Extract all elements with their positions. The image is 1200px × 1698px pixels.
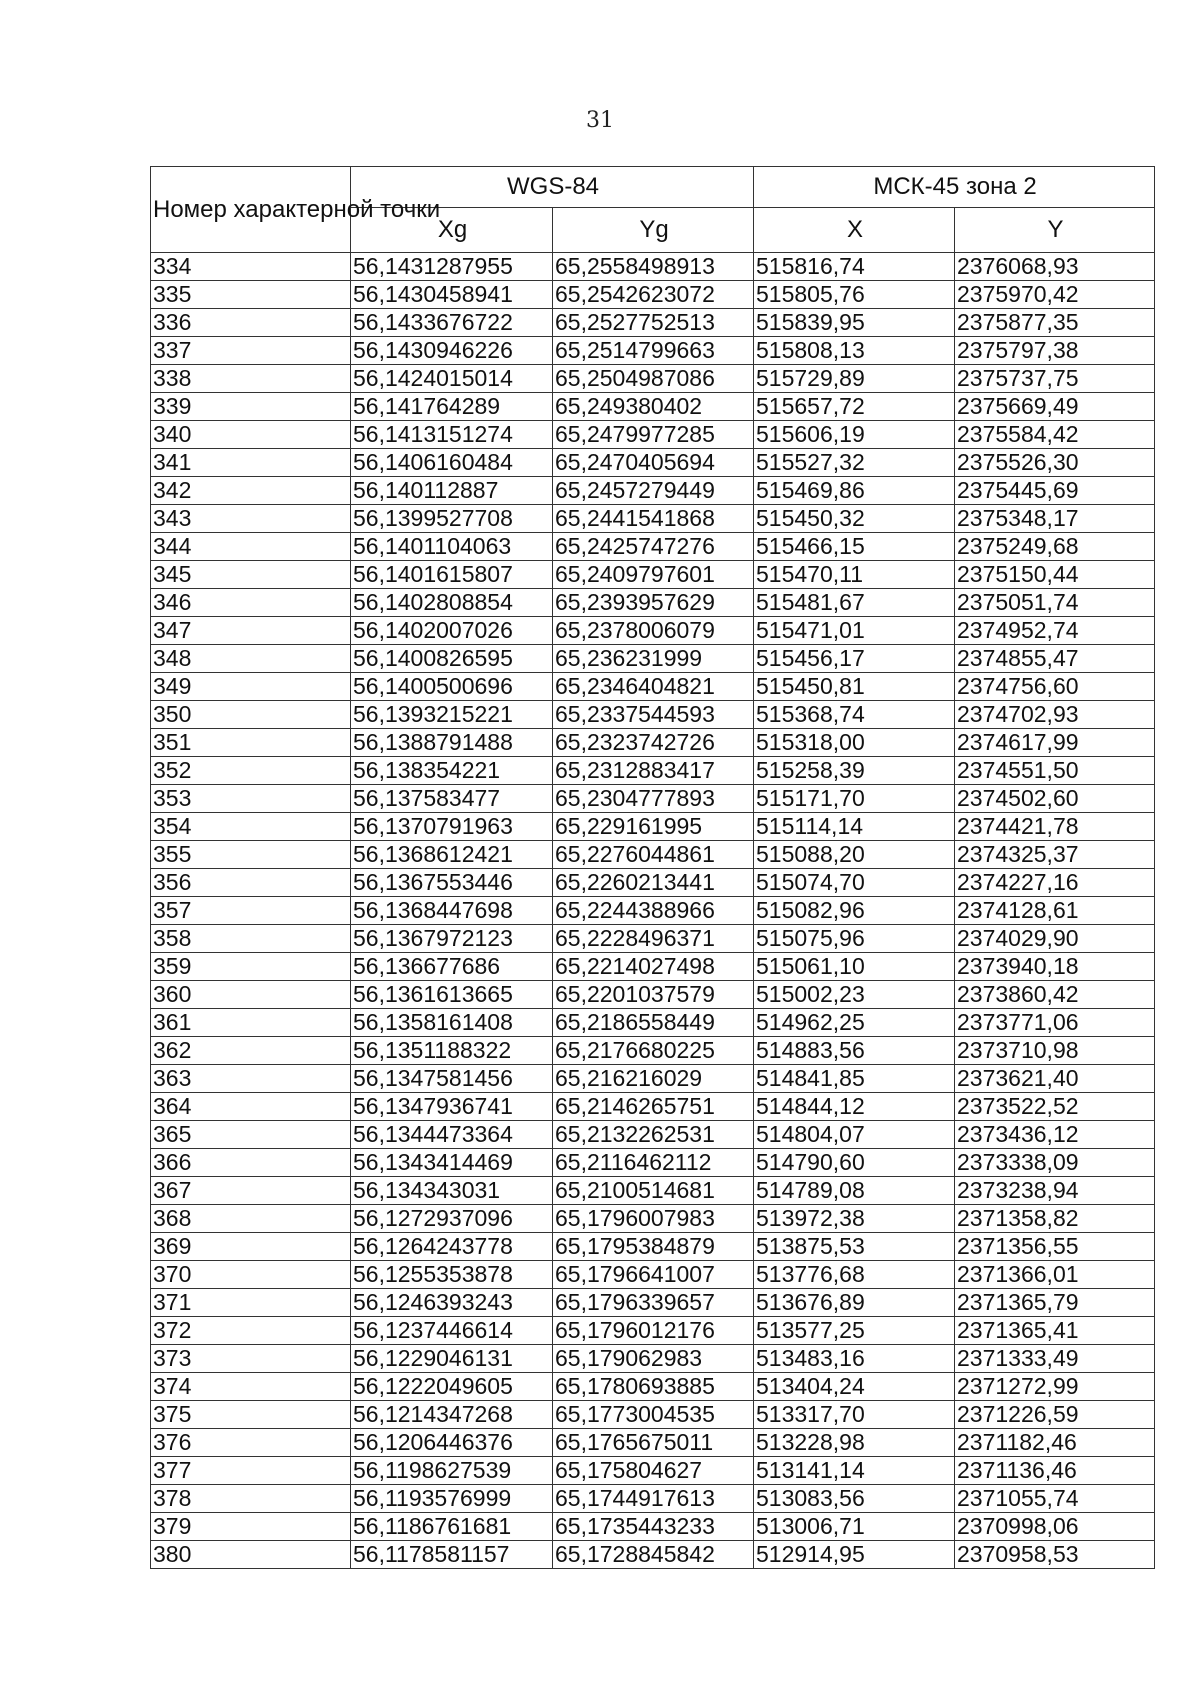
cell-xg: 56,1347936741 (351, 1093, 553, 1121)
cell-y: 2375970,42 (955, 281, 1155, 309)
table-row (151, 393, 1155, 421)
table-row (151, 981, 1155, 1009)
cell-y: 2375348,17 (955, 505, 1155, 533)
table-row (151, 505, 1155, 533)
cell-xg: 56,1246393243 (351, 1289, 553, 1317)
cell-x: 514804,07 (754, 1121, 955, 1149)
cell-x: 515471,01 (754, 617, 955, 645)
cell-point-number: 375 (151, 1401, 351, 1429)
cell-point-number: 347 (151, 617, 351, 645)
cell-xg: 56,1198627539 (351, 1457, 553, 1485)
cell-y: 2371365,41 (955, 1317, 1155, 1345)
cell-x: 515088,20 (754, 841, 955, 869)
cell-xg: 56,1237446614 (351, 1317, 553, 1345)
cell-y: 2371136,46 (955, 1457, 1155, 1485)
cell-y: 2371333,49 (955, 1345, 1155, 1373)
cell-point-number: 344 (151, 533, 351, 561)
table-row (151, 869, 1155, 897)
table-row (151, 1317, 1155, 1345)
cell-yg: 65,2527752513 (553, 309, 754, 337)
cell-point-number: 352 (151, 757, 351, 785)
cell-point-number: 357 (151, 897, 351, 925)
cell-point-number: 368 (151, 1205, 351, 1233)
cell-yg: 65,2425747276 (553, 533, 754, 561)
cell-xg: 56,1400826595 (351, 645, 553, 673)
cell-point-number: 349 (151, 673, 351, 701)
cell-yg: 65,175804627 (553, 1457, 754, 1485)
cell-y: 2374421,78 (955, 813, 1155, 841)
cell-xg: 56,1406160484 (351, 449, 553, 477)
cell-x: 515466,15 (754, 533, 955, 561)
cell-xg: 56,1206446376 (351, 1429, 553, 1457)
table-row (151, 1093, 1155, 1121)
cell-xg: 56,1347581456 (351, 1065, 553, 1093)
cell-yg: 65,2132262531 (553, 1121, 754, 1149)
cell-x: 514962,25 (754, 1009, 955, 1037)
cell-yg: 65,2100514681 (553, 1177, 754, 1205)
cell-x: 515258,39 (754, 757, 955, 785)
cell-x: 513875,53 (754, 1233, 955, 1261)
cell-x: 515481,67 (754, 589, 955, 617)
cell-yg: 65,2337544593 (553, 701, 754, 729)
cell-yg: 65,2393957629 (553, 589, 754, 617)
cell-y: 2375584,42 (955, 421, 1155, 449)
header-y: Y (955, 208, 1155, 253)
cell-point-number: 354 (151, 813, 351, 841)
cell-point-number: 335 (151, 281, 351, 309)
cell-point-number: 341 (151, 449, 351, 477)
cell-y: 2376068,93 (955, 253, 1155, 281)
cell-yg: 65,1796339657 (553, 1289, 754, 1317)
cell-yg: 65,1728845842 (553, 1541, 754, 1569)
cell-x: 514789,08 (754, 1177, 955, 1205)
cell-yg: 65,1796012176 (553, 1317, 754, 1345)
cell-x: 515456,17 (754, 645, 955, 673)
cell-yg: 65,2378006079 (553, 617, 754, 645)
cell-x: 513228,98 (754, 1429, 955, 1457)
cell-x: 513577,25 (754, 1317, 955, 1345)
cell-xg: 56,140112887 (351, 477, 553, 505)
cell-xg: 56,1361613665 (351, 981, 553, 1009)
cell-yg: 65,2514799663 (553, 337, 754, 365)
cell-yg: 65,1765675011 (553, 1429, 754, 1457)
cell-point-number: 372 (151, 1317, 351, 1345)
cell-xg: 56,1272937096 (351, 1205, 553, 1233)
cell-xg: 56,1351188322 (351, 1037, 553, 1065)
cell-x: 513483,16 (754, 1345, 955, 1373)
cell-y: 2371356,55 (955, 1233, 1155, 1261)
table-row (151, 253, 1155, 281)
cell-y: 2370958,53 (955, 1541, 1155, 1569)
table-row (151, 1401, 1155, 1429)
cell-point-number: 378 (151, 1485, 351, 1513)
cell-x: 515061,10 (754, 953, 955, 981)
cell-point-number: 355 (151, 841, 351, 869)
table-header (151, 167, 1155, 253)
cell-yg: 65,2228496371 (553, 925, 754, 953)
table-row (151, 1345, 1155, 1373)
table-row (151, 589, 1155, 617)
table-row (151, 561, 1155, 589)
cell-y: 2373338,09 (955, 1149, 1155, 1177)
cell-x: 515527,32 (754, 449, 955, 477)
cell-xg: 56,1367972123 (351, 925, 553, 953)
cell-xg: 56,1186761681 (351, 1513, 553, 1541)
cell-point-number: 366 (151, 1149, 351, 1177)
cell-xg: 56,1431287955 (351, 253, 553, 281)
cell-xg: 56,1402808854 (351, 589, 553, 617)
cell-yg: 65,2441541868 (553, 505, 754, 533)
cell-yg: 65,2479977285 (553, 421, 754, 449)
table-row (151, 1485, 1155, 1513)
cell-x: 513404,24 (754, 1373, 955, 1401)
table-row (151, 421, 1155, 449)
cell-yg: 65,1780693885 (553, 1373, 754, 1401)
table-row (151, 953, 1155, 981)
cell-point-number: 371 (151, 1289, 351, 1317)
cell-y: 2374756,60 (955, 673, 1155, 701)
cell-yg: 65,2470405694 (553, 449, 754, 477)
cell-point-number: 361 (151, 1009, 351, 1037)
cell-point-number: 343 (151, 505, 351, 533)
cell-x: 515469,86 (754, 477, 955, 505)
table-row (151, 1289, 1155, 1317)
cell-xg: 56,1344473364 (351, 1121, 553, 1149)
cell-yg: 65,2201037579 (553, 981, 754, 1009)
cell-y: 2373238,94 (955, 1177, 1155, 1205)
cell-yg: 65,2176680225 (553, 1037, 754, 1065)
cell-y: 2373771,06 (955, 1009, 1155, 1037)
table-row (151, 897, 1155, 925)
cell-yg: 65,2312883417 (553, 757, 754, 785)
cell-xg: 56,1193576999 (351, 1485, 553, 1513)
cell-y: 2371358,82 (955, 1205, 1155, 1233)
cell-point-number: 364 (151, 1093, 351, 1121)
cell-point-number: 359 (151, 953, 351, 981)
table-row (151, 617, 1155, 645)
table-row (151, 841, 1155, 869)
cell-xg: 56,1368447698 (351, 897, 553, 925)
cell-xg: 56,1222049605 (351, 1373, 553, 1401)
cell-xg: 56,1368612421 (351, 841, 553, 869)
cell-xg: 56,1214347268 (351, 1401, 553, 1429)
cell-xg: 56,1367553446 (351, 869, 553, 897)
table-row (151, 925, 1155, 953)
header-point-number: Номер характерной точки (151, 167, 351, 253)
header-yg: Yg (553, 208, 754, 253)
table-row (151, 757, 1155, 785)
cell-xg: 56,1178581157 (351, 1541, 553, 1569)
cell-y: 2371365,79 (955, 1289, 1155, 1317)
cell-y: 2373940,18 (955, 953, 1155, 981)
table-row (151, 365, 1155, 393)
cell-point-number: 370 (151, 1261, 351, 1289)
cell-y: 2373621,40 (955, 1065, 1155, 1093)
table-row (151, 1541, 1155, 1569)
cell-x: 515606,19 (754, 421, 955, 449)
cell-x: 513141,14 (754, 1457, 955, 1485)
cell-yg: 65,1735443233 (553, 1513, 754, 1541)
cell-point-number: 351 (151, 729, 351, 757)
cell-xg: 56,1399527708 (351, 505, 553, 533)
cell-y: 2374325,37 (955, 841, 1155, 869)
cell-y: 2375737,75 (955, 365, 1155, 393)
cell-x: 515114,14 (754, 813, 955, 841)
cell-yg: 65,2214027498 (553, 953, 754, 981)
table-row (151, 701, 1155, 729)
cell-x: 513972,38 (754, 1205, 955, 1233)
cell-yg: 65,236231999 (553, 645, 754, 673)
cell-y: 2375877,35 (955, 309, 1155, 337)
table-row (151, 1457, 1155, 1485)
table-row (151, 1205, 1155, 1233)
cell-point-number: 374 (151, 1373, 351, 1401)
table-row (151, 1429, 1155, 1457)
cell-yg: 65,1795384879 (553, 1233, 754, 1261)
cell-xg: 56,136677686 (351, 953, 553, 981)
cell-point-number: 342 (151, 477, 351, 505)
cell-x: 515171,70 (754, 785, 955, 813)
table-row (151, 1261, 1155, 1289)
cell-point-number: 365 (151, 1121, 351, 1149)
cell-point-number: 340 (151, 421, 351, 449)
table-row (151, 1037, 1155, 1065)
table-row (151, 1121, 1155, 1149)
cell-y: 2374029,90 (955, 925, 1155, 953)
cell-yg: 65,2457279449 (553, 477, 754, 505)
table-row (151, 1149, 1155, 1177)
cell-y: 2375669,49 (955, 393, 1155, 421)
coordinates-table (150, 166, 1155, 1569)
cell-y: 2371272,99 (955, 1373, 1155, 1401)
cell-x: 515839,95 (754, 309, 955, 337)
cell-xg: 56,1401615807 (351, 561, 553, 589)
cell-point-number: 346 (151, 589, 351, 617)
cell-yg: 65,216216029 (553, 1065, 754, 1093)
table-row (151, 729, 1155, 757)
cell-yg: 65,229161995 (553, 813, 754, 841)
cell-xg: 56,1430946226 (351, 337, 553, 365)
cell-point-number: 358 (151, 925, 351, 953)
table-row (151, 1373, 1155, 1401)
table-body (151, 253, 1155, 1569)
cell-x: 514844,12 (754, 1093, 955, 1121)
cell-yg: 65,2346404821 (553, 673, 754, 701)
cell-x: 515002,23 (754, 981, 955, 1009)
cell-point-number: 345 (151, 561, 351, 589)
table-row (151, 281, 1155, 309)
cell-xg: 56,134343031 (351, 1177, 553, 1205)
header-group-wgs84: WGS-84 (351, 167, 754, 208)
table-row (151, 533, 1155, 561)
cell-point-number: 369 (151, 1233, 351, 1261)
cell-point-number: 377 (151, 1457, 351, 1485)
cell-point-number: 336 (151, 309, 351, 337)
cell-x: 515729,89 (754, 365, 955, 393)
cell-xg: 56,1430458941 (351, 281, 553, 309)
table-row (151, 1065, 1155, 1093)
cell-point-number: 339 (151, 393, 351, 421)
cell-point-number: 376 (151, 1429, 351, 1457)
cell-xg: 56,1370791963 (351, 813, 553, 841)
cell-x: 515368,74 (754, 701, 955, 729)
cell-point-number: 337 (151, 337, 351, 365)
cell-yg: 65,2504987086 (553, 365, 754, 393)
cell-point-number: 353 (151, 785, 351, 813)
table-row (151, 309, 1155, 337)
cell-y: 2374502,60 (955, 785, 1155, 813)
cell-yg: 65,2244388966 (553, 897, 754, 925)
table-row (151, 449, 1155, 477)
cell-xg: 56,1358161408 (351, 1009, 553, 1037)
cell-x: 515808,13 (754, 337, 955, 365)
cell-yg: 65,2186558449 (553, 1009, 754, 1037)
cell-y: 2375051,74 (955, 589, 1155, 617)
cell-yg: 65,2116462112 (553, 1149, 754, 1177)
cell-xg: 56,1402007026 (351, 617, 553, 645)
cell-y: 2374617,99 (955, 729, 1155, 757)
cell-x: 515657,72 (754, 393, 955, 421)
cell-x: 515805,76 (754, 281, 955, 309)
cell-point-number: 334 (151, 253, 351, 281)
cell-x: 515816,74 (754, 253, 955, 281)
cell-y: 2375797,38 (955, 337, 1155, 365)
cell-point-number: 360 (151, 981, 351, 1009)
cell-x: 513006,71 (754, 1513, 955, 1541)
cell-y: 2371055,74 (955, 1485, 1155, 1513)
header-xg: Xg (351, 208, 553, 253)
cell-point-number: 348 (151, 645, 351, 673)
cell-y: 2370998,06 (955, 1513, 1155, 1541)
table-row (151, 477, 1155, 505)
cell-point-number: 373 (151, 1345, 351, 1373)
table-row (151, 1513, 1155, 1541)
cell-x: 512914,95 (754, 1541, 955, 1569)
header-x: X (754, 208, 955, 253)
cell-point-number: 338 (151, 365, 351, 393)
cell-xg: 56,1229046131 (351, 1345, 553, 1373)
cell-xg: 56,141764289 (351, 393, 553, 421)
cell-xg: 56,1255353878 (351, 1261, 553, 1289)
cell-x: 515074,70 (754, 869, 955, 897)
cell-xg: 56,1433676722 (351, 309, 553, 337)
cell-y: 2375150,44 (955, 561, 1155, 589)
table-row (151, 1009, 1155, 1037)
cell-x: 515075,96 (754, 925, 955, 953)
cell-yg: 65,249380402 (553, 393, 754, 421)
cell-x: 513676,89 (754, 1289, 955, 1317)
cell-x: 515318,00 (754, 729, 955, 757)
cell-y: 2373710,98 (955, 1037, 1155, 1065)
cell-y: 2374702,93 (955, 701, 1155, 729)
cell-y: 2375526,30 (955, 449, 1155, 477)
cell-x: 515450,32 (754, 505, 955, 533)
cell-yg: 65,2276044861 (553, 841, 754, 869)
cell-point-number: 363 (151, 1065, 351, 1093)
table-row (151, 337, 1155, 365)
cell-xg: 56,1401104063 (351, 533, 553, 561)
cell-point-number: 350 (151, 701, 351, 729)
cell-xg: 56,137583477 (351, 785, 553, 813)
cell-point-number: 362 (151, 1037, 351, 1065)
cell-x: 515082,96 (754, 897, 955, 925)
cell-yg: 65,2409797601 (553, 561, 754, 589)
cell-yg: 65,1773004535 (553, 1401, 754, 1429)
table-row (151, 645, 1155, 673)
page-number: 31 (586, 108, 614, 133)
cell-xg: 56,1264243778 (351, 1233, 553, 1261)
cell-xg: 56,1388791488 (351, 729, 553, 757)
cell-y: 2373522,52 (955, 1093, 1155, 1121)
cell-xg: 56,1413151274 (351, 421, 553, 449)
cell-xg: 56,1400500696 (351, 673, 553, 701)
cell-y: 2371366,01 (955, 1261, 1155, 1289)
table-row (151, 673, 1155, 701)
table-row (151, 1233, 1155, 1261)
cell-y: 2374227,16 (955, 869, 1155, 897)
table-row (151, 785, 1155, 813)
cell-x: 514790,60 (754, 1149, 955, 1177)
cell-point-number: 380 (151, 1541, 351, 1569)
cell-point-number: 379 (151, 1513, 351, 1541)
cell-point-number: 367 (151, 1177, 351, 1205)
cell-y: 2373860,42 (955, 981, 1155, 1009)
cell-y: 2373436,12 (955, 1121, 1155, 1149)
cell-point-number: 356 (151, 869, 351, 897)
cell-xg: 56,1424015014 (351, 365, 553, 393)
cell-xg: 56,1343414469 (351, 1149, 553, 1177)
cell-yg: 65,2323742726 (553, 729, 754, 757)
cell-yg: 65,2558498913 (553, 253, 754, 281)
cell-x: 513083,56 (754, 1485, 955, 1513)
cell-x: 515470,11 (754, 561, 955, 589)
cell-x: 514883,56 (754, 1037, 955, 1065)
cell-y: 2374551,50 (955, 757, 1155, 785)
cell-y: 2374952,74 (955, 617, 1155, 645)
table-row (151, 1177, 1155, 1205)
cell-yg: 65,179062983 (553, 1345, 754, 1373)
cell-yg: 65,1796007983 (553, 1205, 754, 1233)
cell-y: 2375249,68 (955, 533, 1155, 561)
cell-yg: 65,2260213441 (553, 869, 754, 897)
cell-y: 2374855,47 (955, 645, 1155, 673)
cell-yg: 65,2542623072 (553, 281, 754, 309)
cell-y: 2374128,61 (955, 897, 1155, 925)
cell-xg: 56,1393215221 (351, 701, 553, 729)
cell-x: 513776,68 (754, 1261, 955, 1289)
cell-yg: 65,2146265751 (553, 1093, 754, 1121)
header-group-msk45: МСК-45 зона 2 (754, 167, 1155, 208)
cell-x: 513317,70 (754, 1401, 955, 1429)
cell-y: 2375445,69 (955, 477, 1155, 505)
cell-y: 2371226,59 (955, 1401, 1155, 1429)
table-row (151, 813, 1155, 841)
cell-yg: 65,2304777893 (553, 785, 754, 813)
cell-x: 515450,81 (754, 673, 955, 701)
cell-yg: 65,1796641007 (553, 1261, 754, 1289)
cell-x: 514841,85 (754, 1065, 955, 1093)
cell-xg: 56,138354221 (351, 757, 553, 785)
cell-y: 2371182,46 (955, 1429, 1155, 1457)
cell-yg: 65,1744917613 (553, 1485, 754, 1513)
